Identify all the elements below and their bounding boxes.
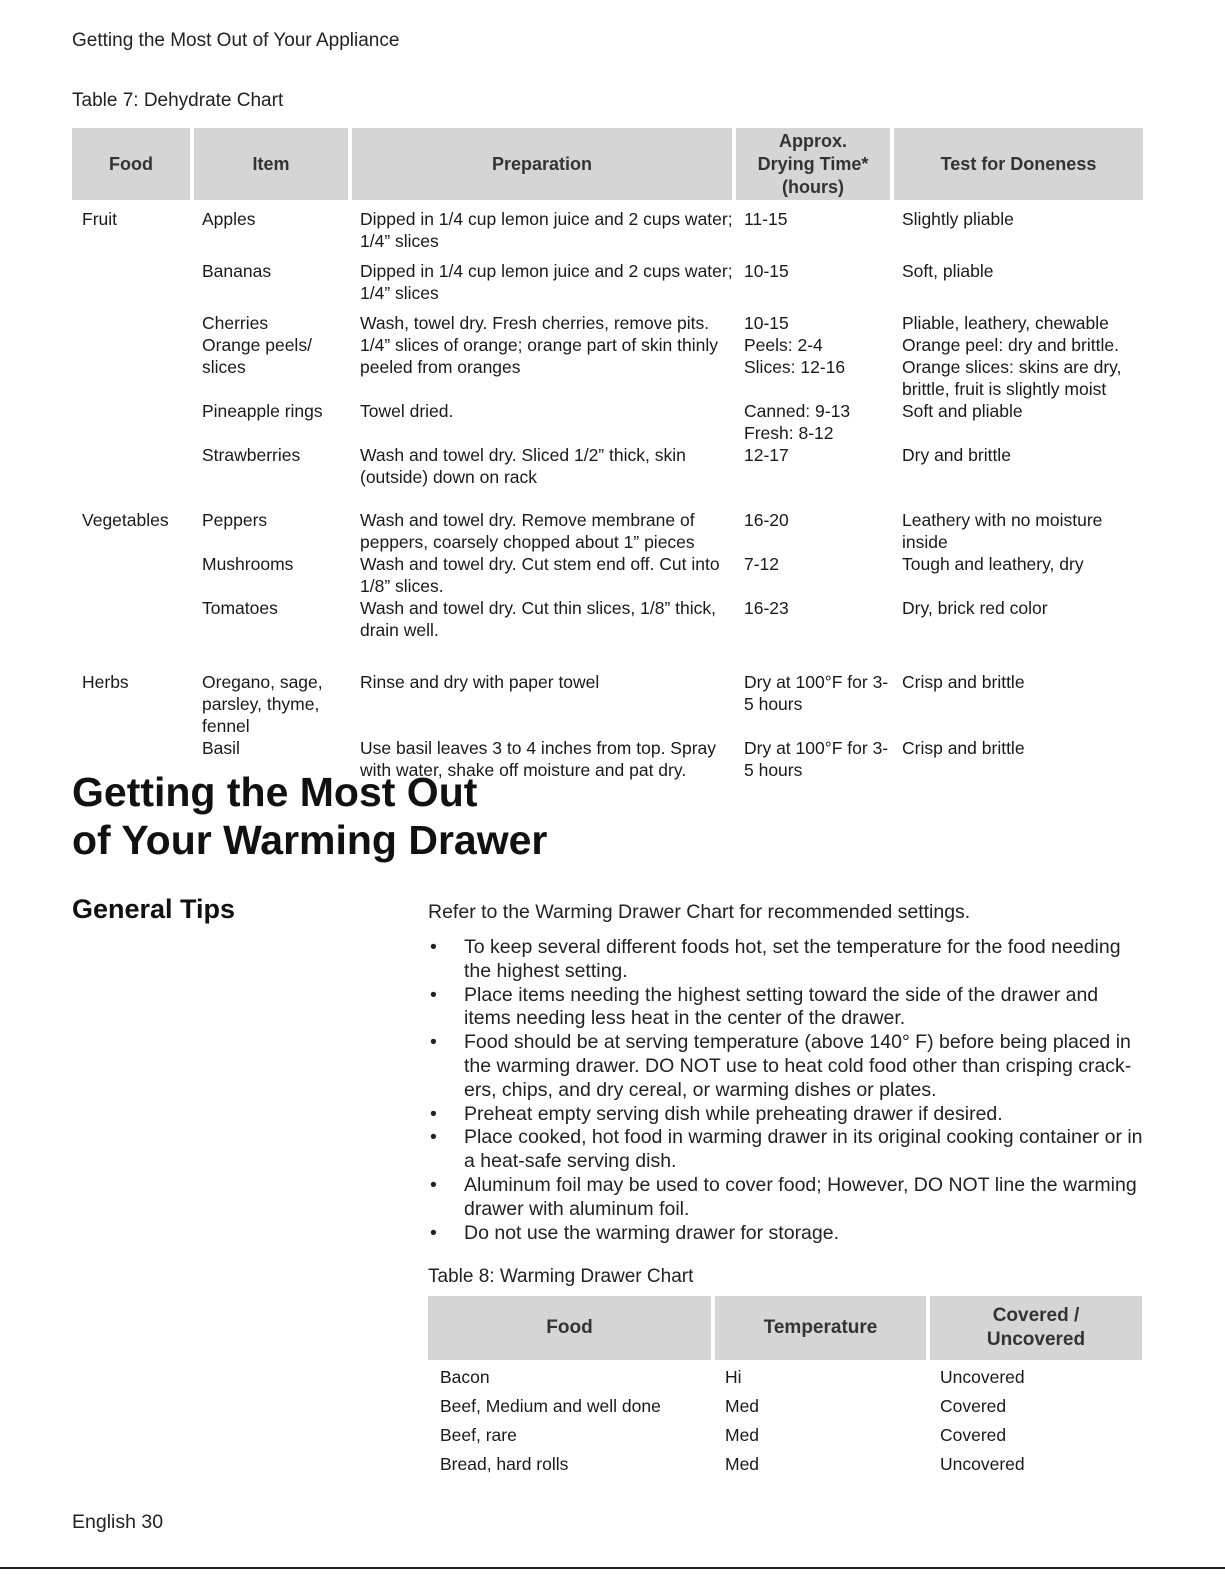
list-item xyxy=(428,1222,1148,1246)
cell-item: Basil xyxy=(202,738,240,758)
cell-food xyxy=(72,597,192,671)
table-row xyxy=(428,1360,1142,1392)
cell-item: Tomatoes xyxy=(202,598,278,618)
cell-item: Cherries xyxy=(202,313,269,333)
intro-paragraph: Refer to the Warming Drawer Chart for recommended settings. xyxy=(428,901,971,923)
bullet-icon: • xyxy=(430,1126,437,1149)
bullet-icon: • xyxy=(430,1102,437,1125)
cell-food xyxy=(72,444,192,509)
cell-test: Orange peel: dry and brittle. Orange slices: skins are dry, brittle, fruit is slightly moist xyxy=(902,335,1122,399)
cell-time: 10-15 xyxy=(744,313,789,333)
cell-food: Beef, Medium and well done xyxy=(440,1395,661,1416)
cell-prep: Wash and towel dry. Sliced 1/2” thick, skin (outside) down on rack xyxy=(360,445,686,487)
cell-test: Dry and brittle xyxy=(902,445,1011,465)
cell-time: Peels: 2-4 Slices: 12-16 xyxy=(744,335,846,377)
tip-text: Place cooked, hot food in warming drawer in its original cooking container or in a heat-safe serving dish. xyxy=(464,1126,1143,1173)
cell-time: Canned: 9-13 Fresh: 8-12 xyxy=(744,401,851,443)
cell-time: 16-23 xyxy=(744,598,789,618)
cell-temp: Med xyxy=(725,1453,760,1474)
running-header: Getting the Most Out of Your Appliance xyxy=(72,30,400,51)
section-title-line2: of Your Warming Drawer xyxy=(72,817,548,863)
cell-prep: Rinse and dry with paper towel xyxy=(360,672,600,692)
tip-text: Place items needing the highest setting toward the side of the drawer and items needing less heat in the center of the drawer. xyxy=(464,983,1099,1030)
cell-prep: Wash and towel dry. Cut thin slices, 1/8” thick, drain well. xyxy=(360,598,716,640)
tip-text: Food should be at serving temperature (above 140° F) before being placed in the warming drawer. DO NOT use to heat cold food other than crisping crack-ers, chips, and dry cereal, or warming dishes or plates. xyxy=(464,1031,1132,1101)
general-tips-heading: General Tips xyxy=(72,894,236,924)
cell-prep: Wash and towel dry. Cut stem end off. Cut into 1/8” slices. xyxy=(360,554,720,596)
cell-test: Soft, pliable xyxy=(902,261,994,281)
header-item: Item xyxy=(192,128,350,200)
cell-prep: Wash and towel dry. Remove membrane of peppers, coarsely chopped about 1” pieces xyxy=(360,510,695,552)
dehydrate-chart-table xyxy=(72,128,1143,781)
cell-cover: Uncovered xyxy=(940,1453,1025,1474)
cell-food: Bacon xyxy=(440,1366,490,1387)
cell-test: Soft and pliable xyxy=(902,401,1023,421)
cell-test: Dry, brick red color xyxy=(902,598,1048,618)
table-header-row xyxy=(428,1296,1142,1360)
cell-item: Pineapple rings xyxy=(202,401,323,421)
cell-food: Herbs xyxy=(82,672,129,692)
cell-test: Leathery with no moisture inside xyxy=(902,510,1103,552)
page-footer: English 30 xyxy=(72,1511,164,1533)
list-item xyxy=(428,1126,1148,1174)
bullet-icon: • xyxy=(430,983,437,1006)
cell-temp: Med xyxy=(725,1395,760,1416)
tips-list xyxy=(428,936,1148,1245)
bottom-rule xyxy=(0,1567,1225,1569)
table8-caption: Table 8: Warming Drawer Chart xyxy=(428,1266,694,1287)
list-item xyxy=(428,1174,1148,1222)
header-food: Food xyxy=(72,128,192,200)
cell-temp: Hi xyxy=(725,1366,742,1387)
table-row xyxy=(72,200,1143,260)
cell-time: Dry at 100°F for 3-5 hours xyxy=(744,672,889,714)
header-food: Food xyxy=(428,1296,713,1360)
cell-test: Pliable, leathery, chewable xyxy=(902,313,1109,333)
table-row xyxy=(72,553,1143,597)
cell-cover: Uncovered xyxy=(940,1366,1025,1387)
cell-time: 12-17 xyxy=(744,445,789,465)
cell-food xyxy=(72,334,192,400)
cell-food: Bread, hard rolls xyxy=(440,1453,569,1474)
list-item xyxy=(428,984,1148,1032)
header-test-doneness: Test for Doneness xyxy=(892,128,1143,200)
table-row xyxy=(72,400,1143,444)
cell-prep: Dipped in 1/4 cup lemon juice and 2 cups water; 1/4” slices xyxy=(360,261,733,303)
section-title-line1: Getting the Most Out xyxy=(72,769,478,815)
table-row xyxy=(72,444,1143,509)
table-header-row xyxy=(72,128,1143,200)
table7-caption: Table 7: Dehydrate Chart xyxy=(72,90,284,111)
cell-item-text: Orange peels/ slices xyxy=(202,335,312,377)
bullet-icon: • xyxy=(430,1173,437,1196)
cell-food: Fruit xyxy=(82,209,117,229)
cell-cover: Covered xyxy=(940,1424,1007,1445)
cell-food xyxy=(72,400,192,444)
cell-food xyxy=(72,260,192,312)
cell-food: Vegetables xyxy=(82,510,169,530)
table-row xyxy=(72,671,1143,737)
cell-test: Tough and leathery, dry xyxy=(902,554,1084,574)
table-row xyxy=(72,260,1143,312)
cell-food: Beef, rare xyxy=(440,1424,517,1445)
table-row xyxy=(428,1421,1142,1450)
cell-temp: Med xyxy=(725,1424,760,1445)
cell-prep: Wash, towel dry. Fresh cherries, remove pits. xyxy=(360,313,710,333)
table-row xyxy=(72,597,1143,671)
tip-text: Do not use the warming drawer for storage. xyxy=(464,1221,840,1244)
header-covered: Covered / Uncovered xyxy=(928,1296,1142,1360)
tip-text: Preheat empty serving dish while preheating drawer if desired. xyxy=(464,1102,1003,1125)
list-item xyxy=(428,936,1148,984)
cell-item: Apples xyxy=(202,209,256,229)
section-title xyxy=(72,768,547,864)
cell-time: 10-15 xyxy=(744,261,789,281)
table-row xyxy=(72,334,1143,400)
table-row xyxy=(72,312,1143,334)
list-item xyxy=(428,1031,1148,1102)
table-row xyxy=(72,509,1143,553)
cell-prep: Towel dried. xyxy=(360,401,454,421)
list-item xyxy=(428,1103,1148,1127)
cell-prep: Use basil leaves 3 to 4 inches from top. Spray with water, shake off moisture and pat dry. xyxy=(360,738,717,780)
header-preparation: Preparation xyxy=(350,128,734,200)
cell-test: Slightly pliable xyxy=(902,209,1014,229)
cell-item: Peppers xyxy=(202,510,268,530)
cell-test: Crisp and brittle xyxy=(902,738,1025,758)
cell-prep: Dipped in 1/4 cup lemon juice and 2 cups water; 1/4” slices xyxy=(360,209,733,251)
cell-food xyxy=(72,553,192,597)
cell-item: Bananas xyxy=(202,261,272,281)
tip-text: To keep several different foods hot, set the temperature for the food needing the highest setting. xyxy=(464,936,1121,982)
header-drying-time: Approx. Drying Time* (hours) xyxy=(734,128,892,200)
cell-cover: Covered xyxy=(940,1395,1007,1416)
table-row xyxy=(428,1450,1142,1479)
cell-test: Crisp and brittle xyxy=(902,672,1025,692)
tip-text: Aluminum foil may be used to cover food; However, DO NOT line the warming drawer with aluminum foil. xyxy=(464,1173,1137,1220)
cell-time: 7-12 xyxy=(744,554,780,574)
bullet-icon: • xyxy=(430,936,437,958)
header-temperature: Temperature xyxy=(713,1296,928,1360)
cell-item: Strawberries xyxy=(202,445,301,465)
table-row xyxy=(428,1392,1142,1421)
warming-drawer-chart-table xyxy=(428,1296,1142,1479)
cell-food xyxy=(72,312,192,334)
cell-time: 11-15 xyxy=(744,209,788,229)
cell-prep: 1/4” slices of orange; orange part of skin thinly peeled from oranges xyxy=(360,335,718,377)
bullet-icon: • xyxy=(430,1031,437,1054)
cell-item: Oregano, sage, parsley, thyme, fennel xyxy=(202,672,323,736)
bullet-icon: • xyxy=(430,1221,437,1244)
cell-item: Mushrooms xyxy=(202,554,294,574)
cell-item xyxy=(192,334,350,400)
cell-time: 16-20 xyxy=(744,510,789,530)
cell-time: Dry at 100°F for 3-5 hours xyxy=(744,738,889,780)
